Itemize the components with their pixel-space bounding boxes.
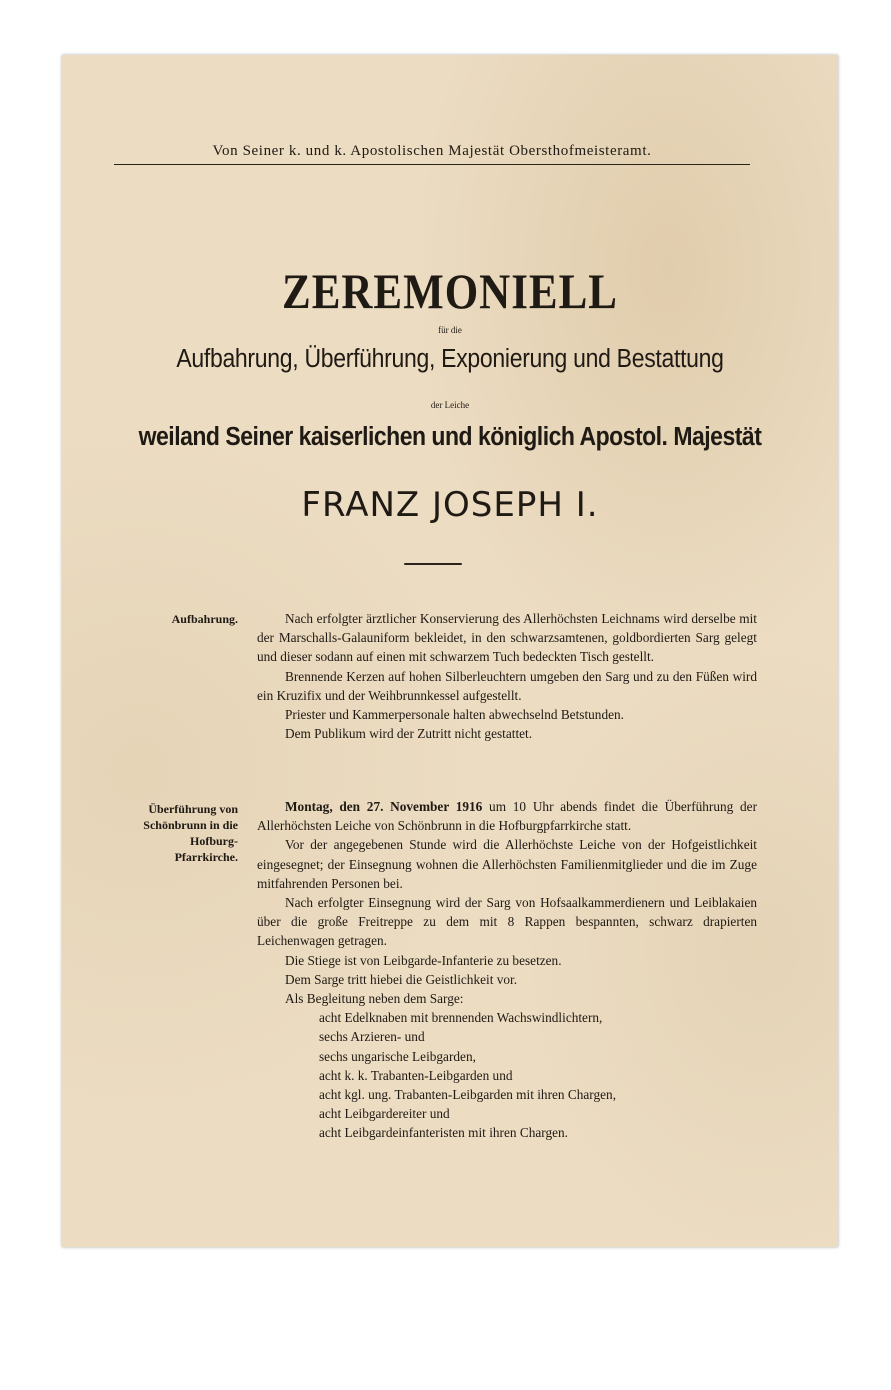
issuer-header: Von Seiner k. und k. Apostolischen Majestät Obersthofmeisteramt. (114, 143, 750, 165)
paragraph: Als Begleitung neben dem Sarge: (285, 991, 464, 1007)
paragraph (257, 797, 757, 835)
section-body-ueberfuehrung (257, 797, 757, 1143)
divider-rule (404, 563, 462, 565)
section-label-aufbahrung: Aufbahrung. (171, 612, 238, 626)
list-item: acht Leibgardeinfanteristen mit ihren Chargen. (319, 1125, 568, 1141)
list-item: acht Edelknaben mit brennenden Wachswindlichtern, (319, 1010, 603, 1026)
paragraph: Dem Publikum wird der Zutritt nicht gestattet. (285, 726, 533, 742)
paragraph: Nach erfolgter ärztlicher Konservierung des Allerhöchsten Leichnams wird derselbe mit der Marschalls-Galauniform bekleidet, in den schwarzsamtenen, goldbordierten Sarg gelegt und dieser sodann auf einen mit schwarzem Tuch bedeckten Tisch gestellt. (257, 611, 757, 665)
list-item: acht k. k. Trabanten-Leibgarden und (319, 1067, 513, 1083)
paragraph: Priester und Kammerpersonale halten abwechselnd Betstunden. (285, 707, 624, 723)
paragraph: Vor der angegebenen Stunde wird die Allerhöchste Leiche von der Hofgeistlichkeit eingesegnet; der Einsegnung wohnen die Allerhöchsten Familienmitglieder und die im Zuge mitfahrenden Personen bei. (257, 837, 757, 891)
document-subtitle: Aufbahrung, Überführung, Exponierung und Bestattung (176, 343, 724, 373)
list-item: acht Leibgardereiter und (319, 1106, 450, 1122)
list-item: acht kgl. ung. Trabanten-Leibgarden mit ihren Chargen, (319, 1087, 617, 1103)
emperor-name: FRANZ JOSEPH I. (301, 485, 599, 525)
date-text: Montag, den 27. November 1916 (285, 799, 483, 814)
document-subtitle-2: weiland Seiner kaiserlichen und königlich Apostol. Majestät (138, 421, 762, 451)
connector-fuer-die: für die (438, 325, 462, 335)
connector-der-leiche: der Leiche (430, 400, 470, 410)
paragraph: Brennende Kerzen auf hohen Silberleuchtern umgeben den Sarg und zu den Füßen wird ein Kruzifix und der Weihbrunnkessel aufgestellt. (257, 668, 757, 703)
document-page (62, 55, 838, 1247)
document-title: ZEREMONIELL (282, 265, 618, 320)
section-label-ueberfuehrung: Überführung von Schönbrunn in die Hofburg-Pfarrkirche. (143, 802, 238, 864)
paragraph-text: um 10 Uhr abends findet die Überführung der Allerhöchsten Leiche von Schönbrunn in die Hofburgpfarrkirche statt. (257, 799, 758, 834)
paragraph: Die Stiege ist von Leibgarde-Infanterie zu besetzen. (285, 952, 562, 968)
section-body-aufbahrung (257, 609, 757, 743)
list-item: sechs ungarische Leibgarden, (319, 1048, 476, 1064)
paragraph: Dem Sarge tritt hiebei die Geistlichkeit vor. (285, 971, 518, 987)
paragraph: Nach erfolgter Einsegnung wird der Sarg von Hofsaalkammerdienern und Leiblakaien über die große Freitreppe zu dem mit 8 Rappen bespannten, schwarz drapierten Leichenwagen getragen. (257, 895, 757, 949)
list-item: sechs Arzieren- und (319, 1029, 425, 1045)
